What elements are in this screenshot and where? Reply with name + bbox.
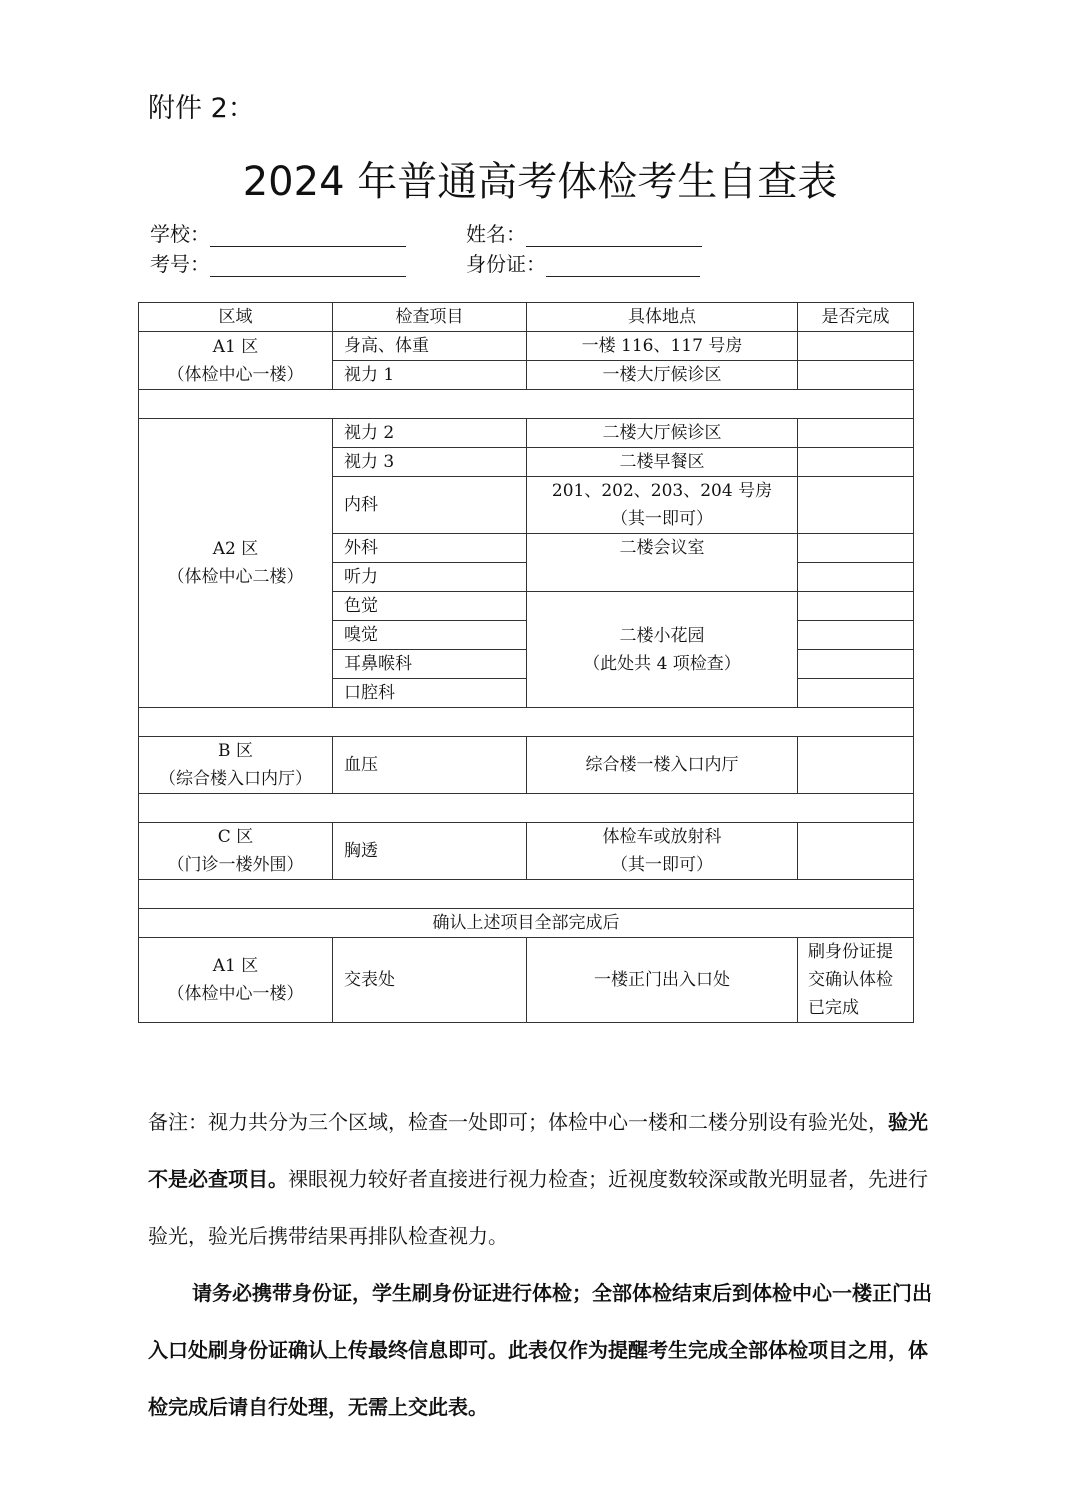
item-ent: 耳鼻喉科 [333, 650, 527, 679]
done-cell[interactable] [798, 477, 914, 534]
spacer-cell [139, 880, 914, 909]
place-garden [527, 592, 798, 708]
note-paragraph-1 [148, 1094, 938, 1265]
done-cell[interactable] [798, 592, 914, 621]
done-cell[interactable] [798, 563, 914, 592]
zone-b-name: B 区 [218, 741, 253, 761]
zone-a2-name: A2 区 [212, 539, 259, 559]
zone-a1-name: A1 区 [212, 336, 259, 357]
header-item: 检查项目 [333, 303, 527, 332]
place-vision3: 二楼早餐区 [527, 448, 798, 477]
table-row [139, 823, 914, 880]
note-p1-bold: 验光不是必查项目。 [148, 1110, 928, 1191]
place-blood-pressure: 综合楼一楼入口内厅 [527, 737, 798, 794]
school-field [150, 218, 406, 247]
done-cell[interactable] [798, 448, 914, 477]
item-vision1: 视力 1 [333, 361, 527, 390]
item-hearing: 听力 [333, 563, 527, 592]
zone-b-desc: （综合楼入口内厅） [159, 769, 312, 789]
place-internal [527, 477, 798, 534]
id-card-field [466, 248, 700, 277]
done-final-line3: 已完成 [808, 998, 859, 1018]
attachment-label: 附件 2： [148, 93, 255, 124]
item-color: 色觉 [333, 592, 527, 621]
table-row [139, 938, 914, 1023]
spacer-row [139, 794, 914, 823]
zone-a1-desc: （体检中心一楼） [167, 364, 304, 385]
zone-a2-desc: （体检中心二楼） [167, 567, 304, 587]
item-surgery: 外科 [333, 534, 527, 563]
page-title: 2024 年普通高考体检考生自查表 [242, 159, 838, 205]
place-chest-xray [527, 823, 798, 880]
item-height-weight: 身高、体重 [333, 332, 527, 361]
exam-no-field [150, 248, 406, 277]
id-card-blank[interactable] [546, 256, 700, 277]
item-internal: 内科 [333, 477, 527, 534]
done-cell[interactable] [798, 823, 914, 880]
confirm-row [139, 909, 914, 938]
note-p1-start: 备注：视力共分为三个区域，检查一处即可；体检中心一楼和二楼分别设有验光处， [148, 1110, 888, 1134]
zone-c-name: C 区 [217, 827, 254, 847]
name-label: 姓名： [466, 222, 526, 246]
item-chest-xray: 胸透 [333, 823, 527, 880]
done-cell[interactable] [798, 361, 914, 390]
header-zone: 区域 [139, 303, 333, 332]
place-main-entrance: 一楼正门出入口处 [527, 938, 798, 1023]
zone-final-name: A1 区 [212, 956, 259, 976]
table-header-row [139, 303, 914, 332]
header-done: 是否完成 [798, 303, 914, 332]
done-cell[interactable] [798, 679, 914, 708]
item-vision3: 视力 3 [333, 448, 527, 477]
done-final-line2: 交确认体检 [808, 970, 893, 990]
done-cell[interactable] [798, 332, 914, 361]
place-garden-note: （此处共 4 项检查） [583, 653, 741, 674]
table-row [139, 332, 914, 361]
place-garden-name: 二楼小花园 [619, 625, 705, 646]
id-card-label: 身份证： [466, 252, 546, 276]
zone-final-desc: （体检中心一楼） [167, 984, 304, 1004]
spacer-row [139, 390, 914, 419]
header-place: 具体地点 [527, 303, 798, 332]
done-final-note [798, 938, 914, 1023]
table-row [139, 737, 914, 794]
name-blank[interactable] [526, 226, 702, 247]
done-final-line1: 刷身份证提 [808, 942, 893, 962]
spacer-cell [139, 708, 914, 737]
zone-a1 [139, 332, 333, 390]
done-cell[interactable] [798, 534, 914, 563]
school-label: 学校： [150, 222, 210, 246]
school-blank[interactable] [210, 226, 406, 247]
item-submit-form: 交表处 [333, 938, 527, 1023]
zone-final [139, 938, 333, 1023]
place-internal-rooms: 201、202、203、204 号房 [551, 481, 773, 501]
item-smell: 嗅觉 [333, 621, 527, 650]
exam-no-blank[interactable] [210, 256, 406, 277]
zone-c-desc: （门诊一楼外围） [167, 855, 304, 875]
item-vision2: 视力 2 [333, 419, 527, 448]
spacer-row [139, 880, 914, 909]
done-cell[interactable] [798, 650, 914, 679]
notes-section [148, 1094, 938, 1436]
place-vision1: 一楼大厅候诊区 [527, 361, 798, 390]
place-chest-xray-note: （其一即可） [611, 855, 713, 875]
place-height-weight: 一楼 116、117 号房 [527, 332, 798, 361]
check-table [138, 302, 914, 1023]
zone-a2 [139, 419, 333, 708]
place-internal-note: （其一即可） [611, 509, 713, 529]
done-cell[interactable] [798, 419, 914, 448]
place-chest-xray-name: 体检车或放射科 [602, 827, 722, 847]
note-paragraph-2: 请务必携带身份证，学生刷身份证进行体检；全部体检结束后到体检中心一楼正门出入口处刷身份证确认上传最终信息即可。此表仅作为提醒考生完成全部体检项目之用，体检完成后请自行处理，无需上交此表。 [148, 1281, 932, 1419]
name-field [466, 218, 702, 247]
exam-no-label: 考号： [150, 252, 210, 276]
place-meeting-room: 二楼会议室 [527, 534, 798, 592]
spacer-row [139, 708, 914, 737]
spacer-cell [139, 390, 914, 419]
confirm-text: 确认上述项目全部完成后 [139, 909, 914, 938]
zone-c [139, 823, 333, 880]
zone-b [139, 737, 333, 794]
done-cell[interactable] [798, 621, 914, 650]
table-row [139, 419, 914, 448]
item-oral: 口腔科 [333, 679, 527, 708]
item-blood-pressure: 血压 [333, 737, 527, 794]
place-vision2: 二楼大厅候诊区 [527, 419, 798, 448]
note-p1-end: 裸眼视力较好者直接进行视力检查；近视度数较深或散光明显者，先进行验光，验光后携带结果再排队检查视力。 [148, 1167, 928, 1248]
done-cell[interactable] [798, 737, 914, 794]
spacer-cell [139, 794, 914, 823]
